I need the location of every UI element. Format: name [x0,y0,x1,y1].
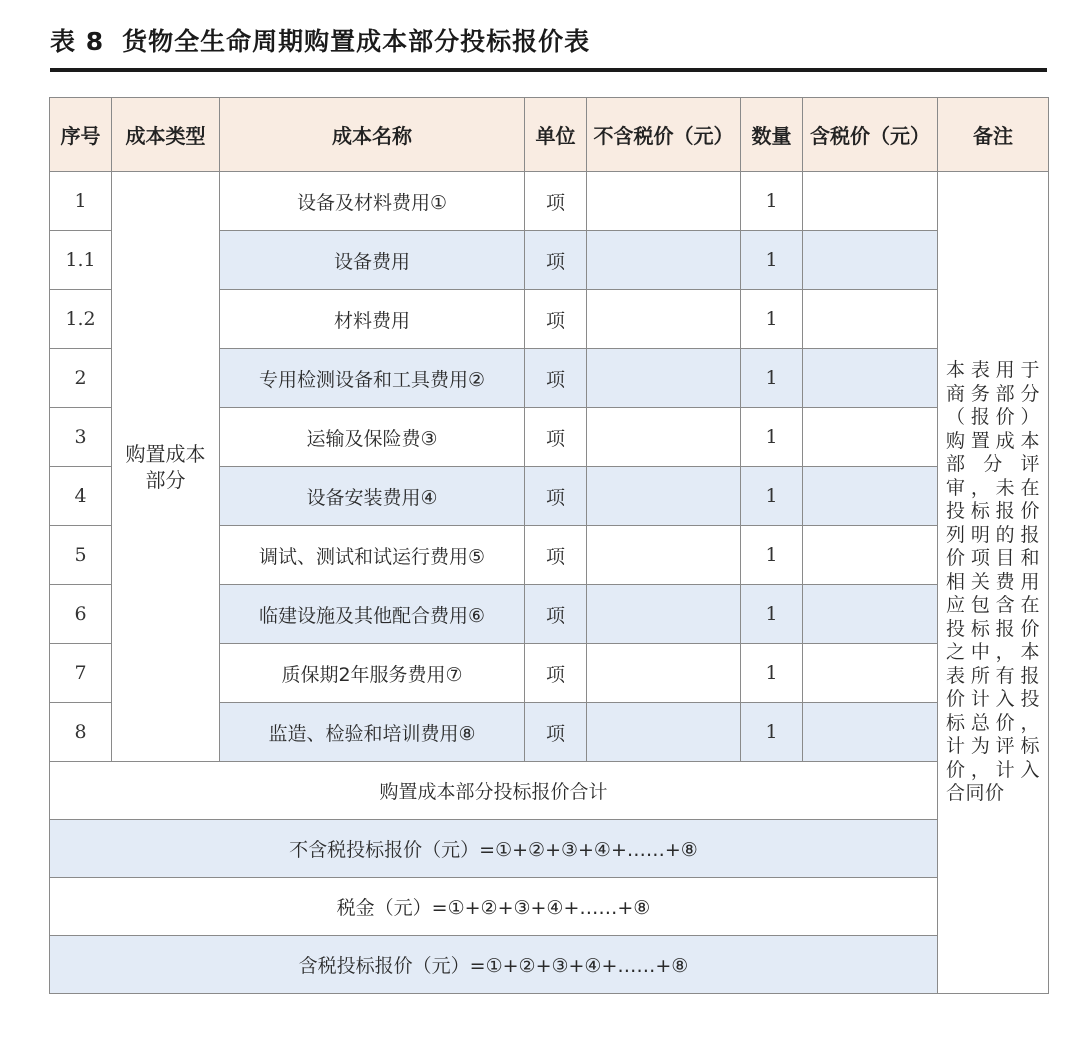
price-ex-tax-cell [587,585,741,644]
price-ex-tax-cell [587,349,741,408]
unit-cell: 项 [525,526,587,585]
price-inc-tax-cell [803,231,938,290]
seq-cell: 1.1 [50,231,112,290]
qty-cell: 1 [741,231,803,290]
table-number: 表 8 [50,27,105,56]
price-ex-tax-cell [587,644,741,703]
unit-cell: 项 [525,231,587,290]
price-inc-tax-cell [803,467,938,526]
price-ex-tax-cell [587,703,741,762]
total-cell: 不含税投标报价（元）=①+②+③+④+……+⑧ [50,820,938,878]
table-body [50,172,1049,994]
seq-cell: 4 [50,467,112,526]
header-seq: 序号 [50,98,112,172]
price-ex-tax-cell [587,231,741,290]
total-row [50,878,1049,936]
header-cost-name: 成本名称 [220,98,525,172]
price-inc-tax-cell [803,585,938,644]
price-ex-tax-cell [587,526,741,585]
cost-name-cell: 运输及保险费③ [220,408,525,467]
unit-cell: 项 [525,703,587,762]
qty-cell: 1 [741,703,803,762]
cost-type-cell [112,172,220,762]
qty-cell: 1 [741,349,803,408]
table-title-text: 货物全生命周期购置成本部分投标报价表 [122,27,591,56]
cost-name-cell: 监造、检验和培训费用⑧ [220,703,525,762]
header-remark: 备注 [938,98,1049,172]
price-inc-tax-cell [803,172,938,231]
quote-table [49,97,1049,994]
price-inc-tax-cell [803,526,938,585]
price-inc-tax-cell [803,349,938,408]
qty-cell: 1 [741,644,803,703]
cost-name-cell: 设备费用 [220,231,525,290]
remark-cell: 本表用于商务部分（报价）购置成本部分评审，未在投标报价列明的报价项目和相关费用应包含在投标报价之中，本表所有报价计入投标总价，计为评标价，计入合同价 [938,172,1049,994]
cost-name-cell: 设备及材料费用① [220,172,525,231]
total-cell: 购置成本部分投标报价合计 [50,762,938,820]
seq-cell: 3 [50,408,112,467]
header-qty: 数量 [741,98,803,172]
cost-name-cell: 质保期2年服务费用⑦ [220,644,525,703]
title-rule [50,68,1047,72]
page-title [50,22,590,58]
qty-cell: 1 [741,585,803,644]
price-inc-tax-cell [803,408,938,467]
seq-cell: 5 [50,526,112,585]
total-row [50,762,1049,820]
header-unit: 单位 [525,98,587,172]
unit-cell: 项 [525,467,587,526]
qty-cell: 1 [741,290,803,349]
header-price-inc-tax: 含税价（元） [803,98,938,172]
unit-cell: 项 [525,290,587,349]
total-row [50,820,1049,878]
cost-name-cell: 临建设施及其他配合费用⑥ [220,585,525,644]
unit-cell: 项 [525,172,587,231]
table-row [50,172,1049,231]
qty-cell: 1 [741,172,803,231]
seq-cell: 8 [50,703,112,762]
unit-cell: 项 [525,408,587,467]
cost-type-line: 购置成本 [125,441,206,466]
unit-cell: 项 [525,349,587,408]
cost-name-cell: 材料费用 [220,290,525,349]
price-ex-tax-cell [587,290,741,349]
price-inc-tax-cell [803,290,938,349]
qty-cell: 1 [741,467,803,526]
header-row [50,98,1049,172]
unit-cell: 项 [525,585,587,644]
unit-cell: 项 [525,644,587,703]
price-inc-tax-cell [803,703,938,762]
price-ex-tax-cell [587,408,741,467]
cost-type-line: 部分 [145,467,186,492]
header-price-ex-tax: 不含税价（元） [587,98,741,172]
qty-cell: 1 [741,408,803,467]
seq-cell: 7 [50,644,112,703]
price-ex-tax-cell [587,172,741,231]
total-cell: 含税投标报价（元）=①+②+③+④+……+⑧ [50,936,938,994]
seq-cell: 2 [50,349,112,408]
cost-name-cell: 设备安装费用④ [220,467,525,526]
price-ex-tax-cell [587,467,741,526]
total-row [50,936,1049,994]
seq-cell: 1.2 [50,290,112,349]
cost-name-cell: 专用检测设备和工具费用② [220,349,525,408]
price-inc-tax-cell [803,644,938,703]
header-cost-type: 成本类型 [112,98,220,172]
total-cell: 税金（元）=①+②+③+④+……+⑧ [50,878,938,936]
seq-cell: 1 [50,172,112,231]
cost-name-cell: 调试、测试和试运行费用⑤ [220,526,525,585]
seq-cell: 6 [50,585,112,644]
qty-cell: 1 [741,526,803,585]
